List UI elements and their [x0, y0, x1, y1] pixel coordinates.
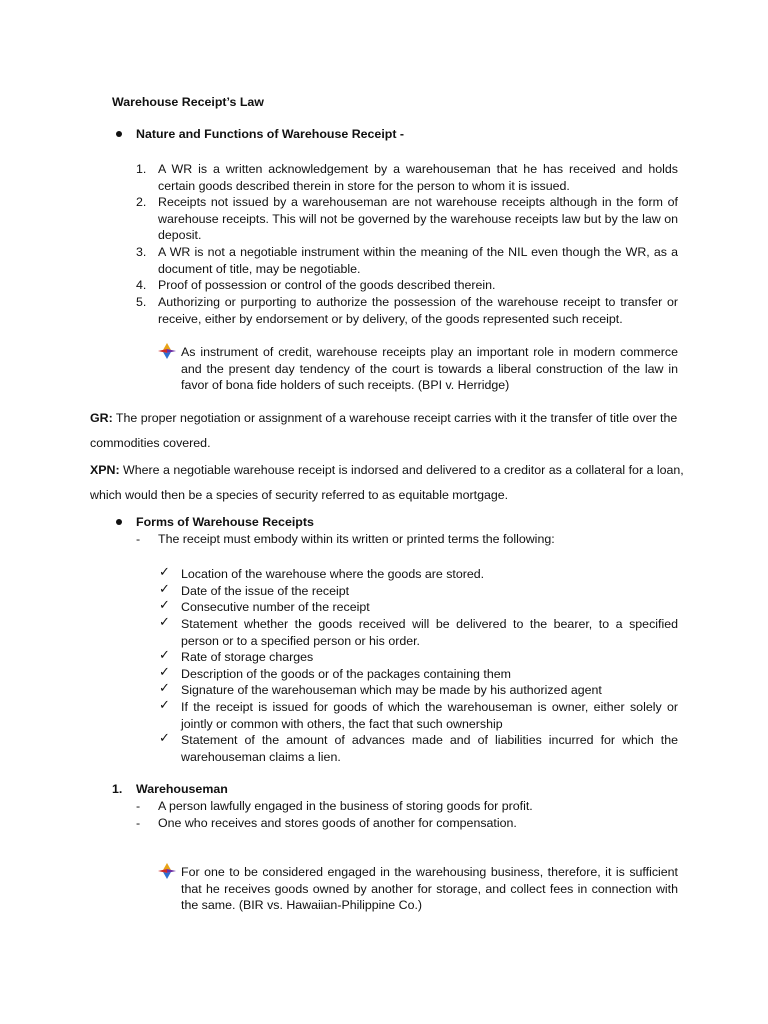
xpn-label: XPN:: [90, 463, 120, 477]
dash-marker: -: [136, 532, 141, 546]
numbered-item: Authorizing or purporting to authorize the possession of the warehouse receipt to transfer or receive, either by endorsement or by delivery, of the goods represented such receipt.: [158, 295, 678, 326]
checklist-item: Rate of storage charges: [181, 650, 314, 664]
bullet-icon: [116, 131, 122, 137]
definition-point: One who receives and stores goods of another for compensation.: [158, 816, 517, 830]
checkmark-icon: ✓: [159, 647, 170, 662]
pushpin-icon: [158, 343, 176, 359]
bullet-icon: [116, 519, 122, 525]
section-heading-forms: Forms of Warehouse Receipts: [136, 515, 314, 529]
dash-marker: -: [136, 816, 141, 830]
checkmark-icon: ✓: [159, 730, 170, 745]
section-heading-nature: Nature and Functions of Warehouse Receipt -: [136, 127, 405, 141]
checklist-item: Signature of the warehouseman which may be made by his authorized agent: [181, 683, 602, 697]
list-number: 3.: [136, 245, 147, 259]
checkmark-icon: ✓: [159, 581, 170, 596]
numbered-item: A WR is a written acknowledgement by a warehouseman that he has received and holds certain goods described therein in store for the person to whom it is issued.: [158, 162, 678, 193]
definition-point: A person lawfully engaged in the business of storing goods for profit.: [158, 799, 533, 813]
checklist-item: Date of the issue of the receipt: [181, 584, 350, 598]
case-note-bpi: As instrument of credit, warehouse receipts play an important role in modern commerce and the present day tendency of the court is towards a liberal construction of the law in favor of bona fide holders of such receipts. (BPI v. Herridge): [181, 345, 678, 393]
checklist-item: Consecutive number of the receipt: [181, 600, 370, 614]
gr-label: GR:: [90, 411, 113, 425]
section-number: 1.: [112, 782, 123, 796]
checkmark-icon: ✓: [159, 597, 170, 612]
checkmark-icon: ✓: [159, 664, 170, 679]
list-number: 1.: [136, 162, 147, 176]
list-number: 2.: [136, 195, 147, 209]
gr-text: The proper negotiation or assignment of a warehouse receipt carries with it the transfer of title over the commodities covered.: [90, 411, 678, 450]
checklist-item: Location of the warehouse where the goods are stored.: [181, 567, 485, 581]
case-note-bir: For one to be considered engaged in the warehousing business, therefore, it is sufficient that he receives goods owned by another for storage, and collect fees in connection with the same. (BIR vs. Hawaiian-Philippine Co.): [181, 865, 678, 913]
checkmark-icon: ✓: [159, 697, 170, 712]
checklist-item: Description of the goods or of the packages containing them: [181, 667, 511, 681]
page-title: Warehouse Receipt’s Law: [112, 95, 264, 109]
section-heading-warehouseman: Warehouseman: [136, 782, 228, 796]
xpn-text: Where a negotiable warehouse receipt is indorsed and delivered to a creditor as a collateral for a loan, which would then be a species of security referred to as equitable mortgage.: [90, 463, 684, 502]
forms-intro: The receipt must embody within its written or printed terms the following:: [158, 532, 555, 546]
checkmark-icon: ✓: [159, 564, 170, 579]
numbered-item: Proof of possession or control of the goods described therein.: [158, 278, 496, 292]
dash-marker: -: [136, 799, 141, 813]
general-rule-paragraph: [90, 406, 690, 455]
numbered-item: Receipts not issued by a warehouseman are not warehouse receipts although in the form of warehouse receipts. This will not be governed by the warehouse receipts law but by the law on deposit.: [158, 195, 678, 243]
checklist-item: Statement of the amount of advances made and of liabilities incurred for which the warehouseman claims a lien.: [181, 733, 678, 764]
exception-paragraph: [90, 458, 690, 507]
list-number: 5.: [136, 295, 147, 309]
checkmark-icon: ✓: [159, 680, 170, 695]
checkmark-icon: ✓: [159, 614, 170, 629]
checklist-item: Statement whether the goods received will be delivered to the bearer, to a specified person or to a specified person or his order.: [181, 617, 678, 648]
pushpin-icon: [158, 863, 176, 879]
numbered-item: A WR is not a negotiable instrument within the meaning of the NIL even though the WR, as a document of title, may be negotiable.: [158, 245, 678, 276]
checklist-item: If the receipt is issued for goods of which the warehouseman is owner, either solely or jointly or common with others, the fact that such ownership: [181, 700, 678, 731]
list-number: 4.: [136, 278, 147, 292]
